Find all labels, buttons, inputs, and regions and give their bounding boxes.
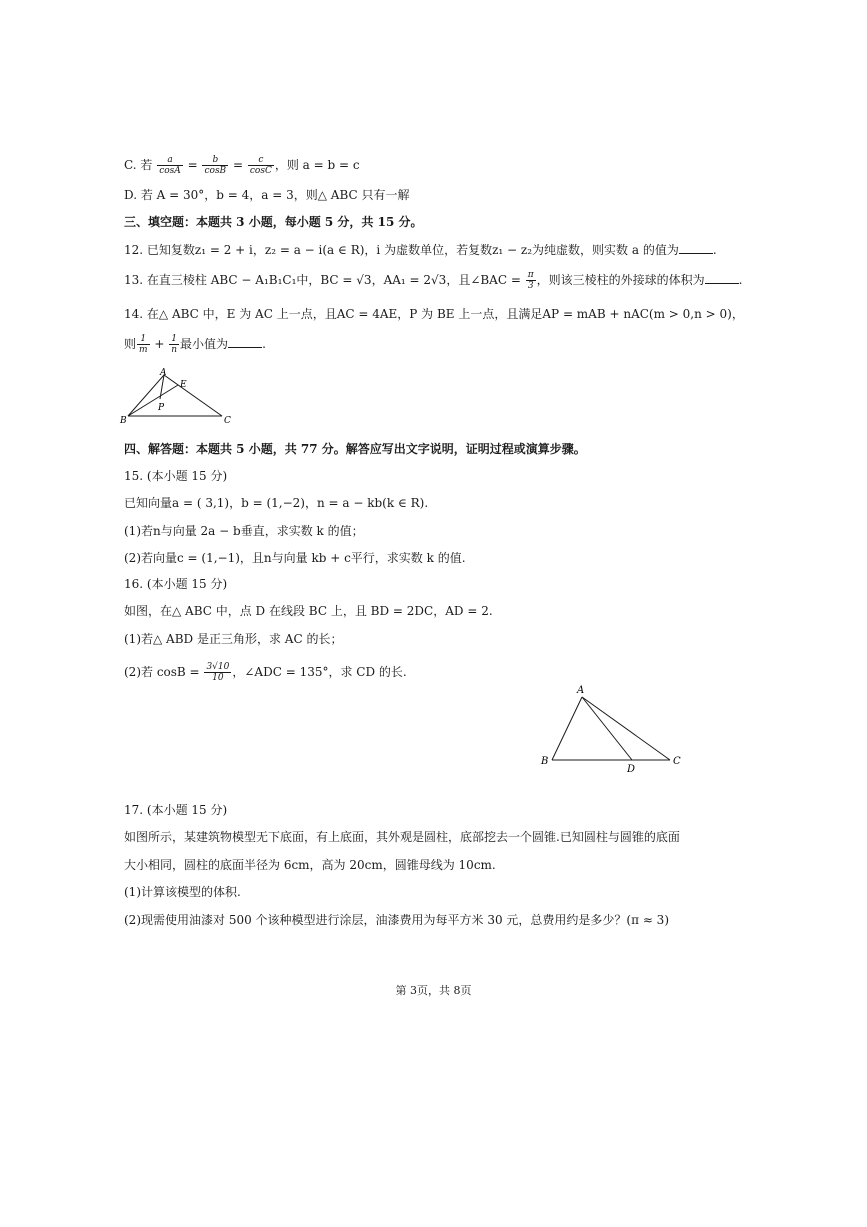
question-17-line-1: 如图所示，某建筑物模型无下底面，有上底面，其外观是圆柱，底部挖去一个圆锥.已知圆柱与圆锥的底面 [124,830,680,844]
answer-blank [705,273,739,284]
question-16-part-1: (1)若△ ABD 是正三角形，求 AC 的长； [124,632,343,646]
question-14-line-1: 14. 在△ ABC 中，E 为 AC 上一点，且AC = 4AE，P 为 BE 上一点，且满足AP = mAB + nAC(m > 0,n > 0)， [124,307,744,321]
fraction-3sqrt10-10: $\frac{3√10}{10}$ [206,662,230,683]
fraction-1-n: $\frac{1}{n}$ [171,334,178,355]
label-b: B [120,416,127,426]
page-footer: 第 3页，共 8页 [395,984,472,997]
label-b: B [541,756,549,767]
question-17-heading: 17. (本小题 15 分) [124,803,228,817]
label-d: D [627,764,636,774]
label-c: C [224,416,231,426]
section-4-heading: 四、解答题：本题共 5 小题，共 77 分。解答应写出文字说明，证明过程或演算步骤。 [124,442,586,456]
question-14-line-2: 则 $\frac{1}{m}$ + $\frac{1}{n}$ 最小值为 . [124,334,266,355]
fraction-c-cosc: $\frac{c}{\cos C}$ [249,155,272,176]
option-d: D. 若 A = 30°，b = 4，a = 3，则△ ABC 只有一解 [124,188,410,202]
option-c: C. 若 $\frac{a}{\cos A}$ = $\frac{b}{\cos B}$ = $\frac{c}{\cos C}$ ，则 a = b = c [124,155,360,176]
question-15-part-2: (2)若向量c = (1,−1)，且n与向量 kb + c平行，求实数 k 的值. [124,551,466,565]
fraction-1-m: $\frac{1}{m}$ [139,334,148,355]
question-15-heading: 15. (本小题 15 分) [124,469,228,483]
fraction-a-cosa: $\frac{a}{\cos A}$ [159,155,181,176]
label-e: E [180,380,187,390]
label-a: A [160,368,167,378]
triangle-figure-16 [536,682,686,774]
answer-blank [228,337,262,348]
question-12: 12. 已知复数z₁ = 2 + i，z₂ = a − i(a ∈ R)，i 为虚数单位，若复数z₁ − z₂为纯虚数，则实数 a 的值为 . [124,243,717,257]
triangle-figure-14 [118,366,238,428]
fraction-b-cosb: $\frac{b}{\cos B}$ [204,155,227,176]
question-13: 13. 在直三棱柱 ABC − A₁B₁C₁中，BC = √3，AA₁ = 2√3，且∠BAC = $\frac{\pi}{3}$ ，则该三棱柱的外接球的体积为 . [124,270,743,291]
question-16-heading: 16. (本小题 15 分) [124,577,228,591]
label-a: A [577,685,585,696]
question-16-line-1: 如图，在△ ABC 中，点 D 在线段 BC 上，且 BD = 2DC，AD = 2. [124,604,493,618]
question-15-part-1: (1)若n与向量 2a − b垂直，求实数 k 的值； [124,524,364,538]
question-16-part-2: (2)若 cosB = $\frac{3√10}{10}$ ，∠ADC = 135°，求 CD 的长. [124,662,407,683]
question-15-line-1: 已知向量a = ( 3,1)，b = (1,−2)，n = a − kb(k ∈ R). [124,496,429,510]
question-17-part-2: (2)现需使用油漆对 500 个该种模型进行涂层，油漆费用为每平方米 30 元，总费用约是多少？(π ≈ 3) [124,913,670,927]
section-3-heading: 三、填空题：本题共 3 小题，每小题 5 分，共 15 分。 [124,215,423,229]
answer-blank [679,243,713,254]
label-c: C [673,756,681,767]
fraction-pi-3: $\frac{\pi}{3}$ [527,270,534,291]
question-17-part-1: (1)计算该模型的体积. [124,885,241,899]
label-p: P [158,403,165,413]
question-17-line-2: 大小相同，圆柱的底面半径为 6cm，高为 20cm，圆锥母线为 10cm. [124,858,496,872]
